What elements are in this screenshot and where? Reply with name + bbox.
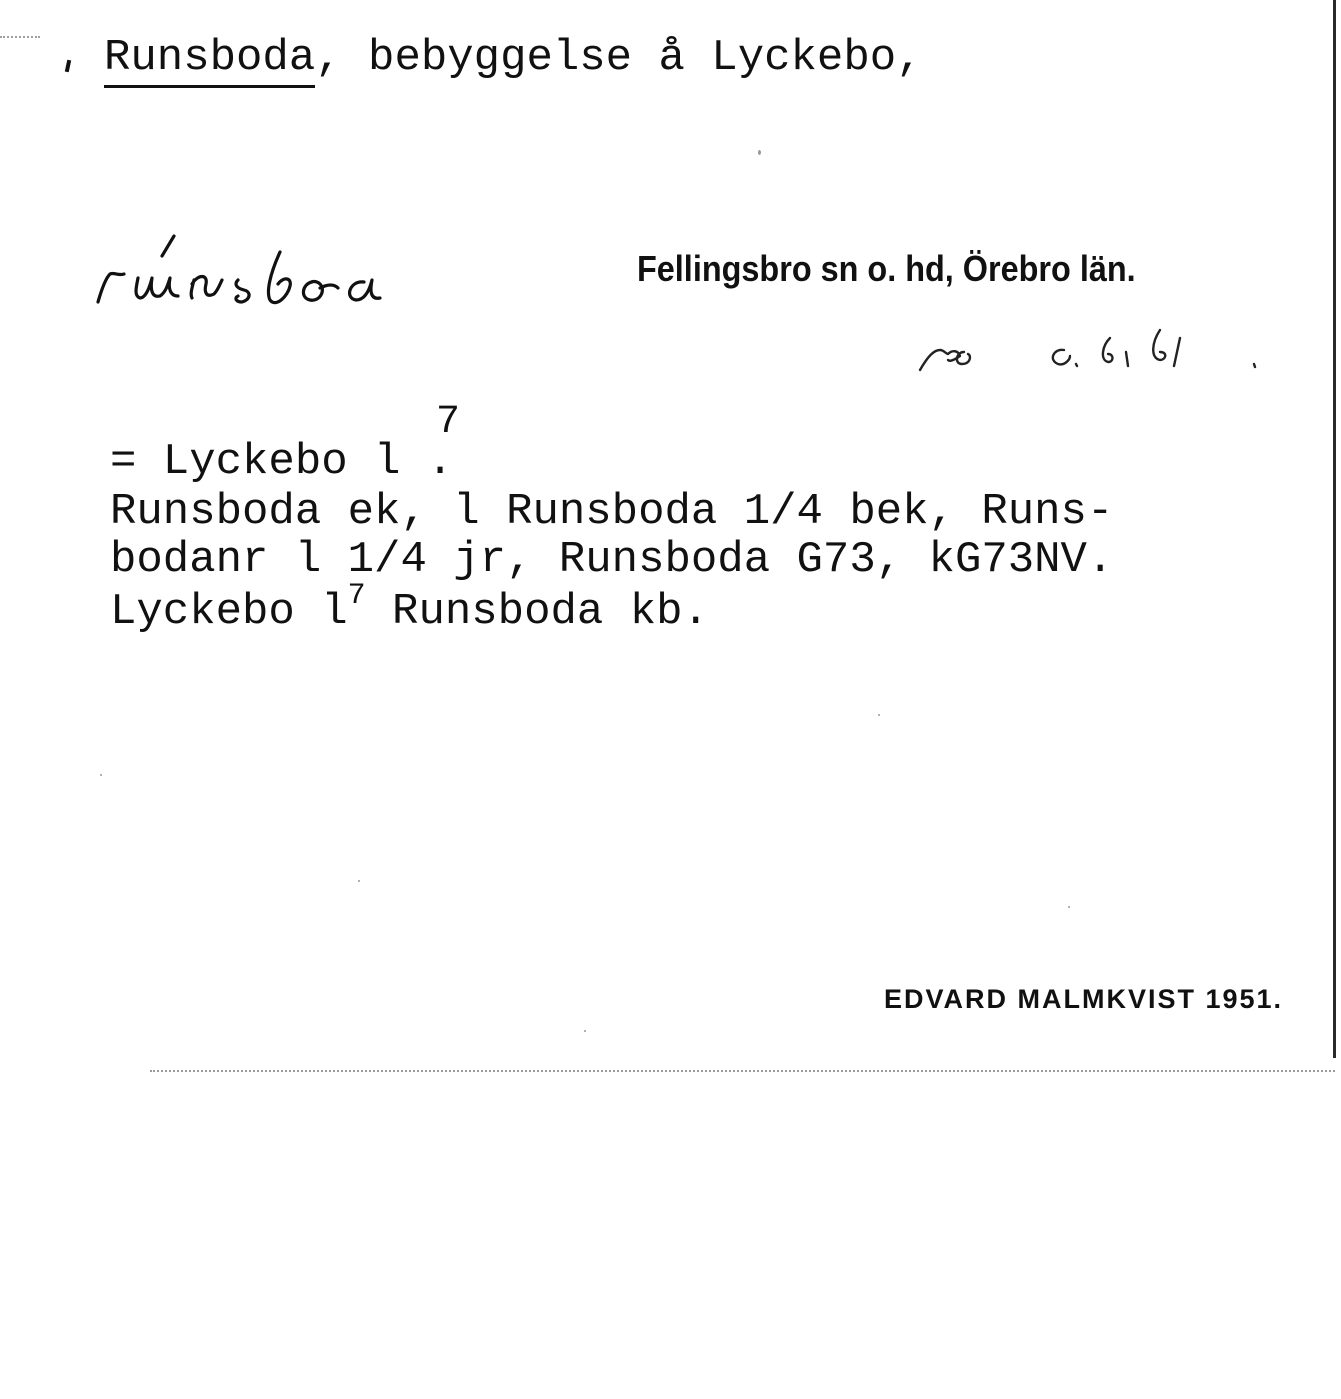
scan-speck [100, 774, 102, 776]
card-edge-bottom [150, 1070, 1335, 1073]
text-line-4-superscript: 7 [347, 579, 366, 613]
tick-mark [65, 60, 71, 73]
text-line-4 [110, 579, 709, 637]
text-line-3: bodanr l 1/4 jr, Runsboda G73, kG73NV. [110, 535, 1114, 585]
scan-edge-top-left [0, 36, 40, 39]
card-edge-right [1333, 0, 1336, 1058]
scan-speck [584, 1030, 586, 1032]
handwritten-pronunciation [88, 222, 528, 337]
headword-line [104, 33, 923, 83]
scan-speck [358, 880, 360, 882]
scan-speck [758, 150, 761, 155]
place-stamp: Fellingsbro sn o. hd, Örebro län. [637, 248, 1136, 289]
author-stamp: EDVARD MALMKVIST 1951. [884, 984, 1284, 1014]
superscript-seven: 7 [436, 400, 461, 445]
scan-speck [1068, 906, 1070, 908]
text-line-1: = Lyckebo l . [110, 437, 454, 487]
handwritten-note [914, 320, 1264, 395]
scan-speck [878, 714, 880, 716]
headword-description: , bebyggelse å Lyckebo, [315, 33, 923, 83]
headword: Runsboda [104, 33, 315, 88]
text-line-4-start: Lyckebo l [110, 587, 348, 637]
text-line-2: Runsboda ek, l Runsboda 1/4 bek, Runs- [110, 487, 1114, 537]
text-line-4-end: Runsboda kb. [365, 587, 709, 637]
